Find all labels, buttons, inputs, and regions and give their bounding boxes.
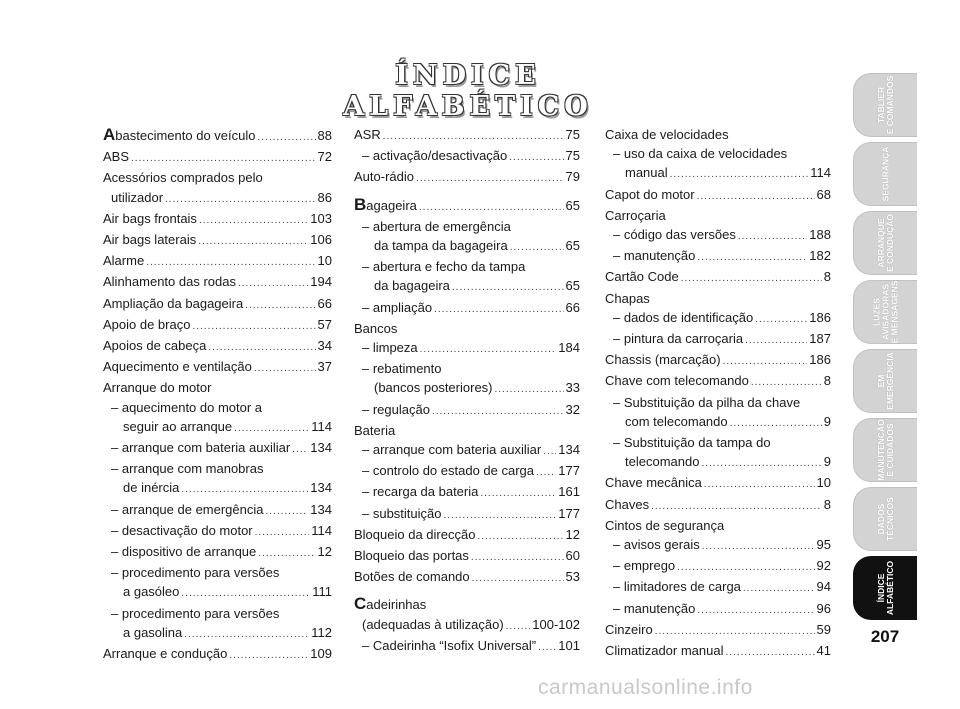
entry-text: a gasolina <box>123 624 183 640</box>
entry-text: (bancos posteriores) <box>374 380 493 396</box>
entry-text: – arranque de emergência <box>111 500 264 519</box>
index-entry <box>103 357 332 378</box>
entry-page: 182 <box>809 248 831 264</box>
entry-text: da bagageira <box>374 278 450 294</box>
index-entry <box>605 350 831 371</box>
entry-text: – ampliação <box>362 298 432 317</box>
entry-text: Apoio de braço <box>103 316 191 332</box>
index-entry <box>354 461 580 482</box>
entry-text: utilizador <box>111 189 164 205</box>
index-entry <box>103 500 332 521</box>
entry-text: – dispositivo de arranque <box>111 542 256 561</box>
index-entry <box>605 556 831 577</box>
entry-page: 8 <box>823 269 831 285</box>
entry-text: – substituição <box>362 504 442 523</box>
index-entry <box>103 147 332 168</box>
entry-text: com telecomando <box>625 413 728 429</box>
tab-luzes-avisadoras[interactable] <box>853 280 917 344</box>
index-entry <box>354 298 580 319</box>
entry-text: – aquecimento do motor a <box>103 398 332 417</box>
index-entry <box>103 644 332 665</box>
entry-page: 10 <box>816 475 831 491</box>
entry-text: seguir ao arranque <box>123 418 233 434</box>
entry-text: Chapas <box>605 290 650 306</box>
index-entry <box>103 294 332 315</box>
index-entry <box>605 535 831 556</box>
index-entry <box>605 267 831 288</box>
tab-label: LUZES AVISADORAS E MENSAGENS <box>871 280 899 344</box>
entry-page: 68 <box>816 186 831 202</box>
entry-text: Carroçaria <box>605 207 666 223</box>
index-entry <box>354 236 580 257</box>
entry-text: Air bags frontais <box>103 210 197 226</box>
tab-seguranca[interactable] <box>853 142 917 206</box>
index-column-2 <box>354 125 580 657</box>
entry-text: – recarga da bateria <box>362 482 478 501</box>
entry-text: Capot do motor <box>605 186 695 202</box>
index-entry <box>103 582 332 603</box>
entry-text: – limpeza <box>362 338 418 357</box>
index-entry <box>354 636 580 657</box>
entry-page: 114 <box>810 165 831 181</box>
entry-page: 75 <box>565 148 580 164</box>
entry-text: ABS <box>103 149 130 165</box>
entry-page: 65 <box>565 197 580 213</box>
entry-page: 114 <box>311 522 332 538</box>
tab-label: DADOS TÉCNICOS <box>875 497 895 541</box>
entry-page: 9 <box>823 413 831 429</box>
page-number: 207 <box>870 627 900 646</box>
entry-text: – Cadeirinha “Isofix Universal” <box>362 636 536 655</box>
index-entry <box>605 225 831 246</box>
tab-dados-tecnicos[interactable] <box>853 487 917 551</box>
entry-text: Aquecimento e ventilação <box>103 359 252 375</box>
tab-label: EM EMERGÊNCIA <box>875 352 895 410</box>
entry-page: 103 <box>310 210 332 226</box>
entry-text: – arranque com manobras <box>103 459 332 478</box>
tab-indice-alfabetico[interactable] <box>853 556 917 620</box>
entry-text: da tampa da bagageira <box>374 238 508 254</box>
entry-page: 194 <box>310 274 332 290</box>
entry-text: Climatizador manual <box>605 643 724 659</box>
entry-page: 187 <box>809 331 831 347</box>
entry-text: Caixa de velocidades <box>605 127 729 142</box>
index-entry <box>354 167 580 188</box>
index-entry <box>103 417 332 438</box>
entry-text: a gasóleo <box>123 584 180 600</box>
index-entry <box>354 594 580 614</box>
entry-text: – procedimento para versões <box>103 563 332 582</box>
entry-page: 8 <box>823 373 831 389</box>
entry-text: Cartão Code <box>605 269 679 285</box>
index-entry <box>354 440 580 461</box>
entry-text: (adequadas à utilização) <box>362 616 504 632</box>
index-entry <box>605 641 831 662</box>
entry-page: 134 <box>310 501 332 517</box>
tab-arranque-e-conducao[interactable] <box>853 211 917 275</box>
index-entry <box>354 504 580 525</box>
index-entry <box>354 125 580 146</box>
entry-text: Auto-rádio <box>354 169 414 185</box>
entry-page: 41 <box>816 643 831 659</box>
index-column-3 <box>605 125 831 662</box>
entry-page: 177 <box>558 505 580 521</box>
entry-text: – emprego <box>613 556 675 575</box>
section-initial: A <box>103 125 116 144</box>
index-entry <box>605 308 831 329</box>
entry-page: 8 <box>823 496 831 512</box>
entry-text: – Substituição da tampa do <box>605 433 831 452</box>
tab-label: ÍNDICE ALFABÉTICO <box>875 560 895 616</box>
index-entry <box>354 400 580 421</box>
entry-page: 134 <box>310 440 332 456</box>
index-entry <box>354 146 580 167</box>
index-entry <box>605 163 831 184</box>
index-entry <box>103 315 332 336</box>
index-entry <box>103 478 332 499</box>
index-entry <box>605 329 831 350</box>
entry-page: 94 <box>816 579 831 595</box>
entry-page: 184 <box>558 340 580 356</box>
entry-text: Cintos de segurança <box>605 517 725 533</box>
entry-text: – arranque com bateria auxiliar <box>362 440 541 459</box>
entry-page: 65 <box>565 278 580 294</box>
entry-page: 177 <box>558 463 580 479</box>
entry-text: Chassis (marcação) <box>605 352 721 368</box>
entry-page: 12 <box>565 526 580 542</box>
entry-text: ASR <box>354 127 381 142</box>
index-entry <box>605 371 831 392</box>
entry-text: adeirinhas <box>366 597 427 613</box>
entry-text: – controlo do estado de carga <box>362 461 534 480</box>
entry-page: 92 <box>816 558 831 574</box>
entry-text: Chave mecânica <box>605 475 702 491</box>
entry-page: 101 <box>558 637 580 653</box>
entry-page: 134 <box>310 480 332 496</box>
entry-page: 66 <box>565 299 580 315</box>
section-tabs <box>853 73 917 625</box>
index-entry <box>103 125 332 147</box>
index-entry <box>605 599 831 620</box>
entry-text: Arranque do motor <box>103 380 212 396</box>
tab-manutencao-e-cuidados[interactable] <box>853 418 917 482</box>
entry-page: 88 <box>317 128 332 143</box>
page-title: ÍNDICE ALFABÉTICO <box>343 60 593 122</box>
entry-text: – Substituição da pilha da chave <box>605 393 831 412</box>
entry-page: 186 <box>809 352 831 368</box>
entry-page: 57 <box>317 316 332 332</box>
entry-page: 10 <box>317 253 332 269</box>
entry-page: 111 <box>312 584 332 600</box>
tab-label: TABLIER E COMANDOS <box>875 75 895 135</box>
entry-page: 86 <box>317 189 332 205</box>
entry-page: 32 <box>565 401 580 417</box>
entry-text: Cinzeiro <box>605 621 653 637</box>
index-entry <box>103 209 332 230</box>
entry-page: 33 <box>565 380 580 396</box>
entry-text: – regulação <box>362 400 430 419</box>
entry-text: Botões de comando <box>354 569 470 585</box>
index-entry <box>354 482 580 503</box>
index-entry <box>605 577 831 598</box>
entry-text: Bancos <box>354 320 398 336</box>
entry-page: 59 <box>816 621 831 637</box>
entry-text: de inércia <box>123 480 180 496</box>
entry-text: Alinhamento das rodas <box>103 274 236 290</box>
tab-label: MANUTENÇÃO E CUIDADOS <box>875 419 895 481</box>
entry-page: 100-102 <box>532 616 580 632</box>
index-entry <box>605 495 831 516</box>
entry-text: – manutenção <box>613 599 695 618</box>
index-entry <box>354 276 580 297</box>
index-entry <box>103 521 332 542</box>
entry-page: 161 <box>558 484 580 500</box>
entry-page: 186 <box>809 309 831 325</box>
entry-page: 75 <box>565 127 580 142</box>
entry-page: 188 <box>809 227 831 243</box>
entry-text: – arranque com bateria auxiliar <box>111 438 290 457</box>
entry-page: 37 <box>317 359 332 375</box>
index-entry <box>605 473 831 494</box>
entry-text: manual <box>625 165 668 181</box>
entry-text: Bloqueio da direcção <box>354 526 476 542</box>
index-entry <box>103 230 332 251</box>
index-entry <box>103 336 332 357</box>
entry-text: – desactivação do motor <box>111 521 253 540</box>
tab-em-emergencia[interactable] <box>853 349 917 413</box>
index-column-1 <box>103 125 332 665</box>
entry-text: Apoios de cabeça <box>103 338 207 354</box>
watermark: carmanualsonline.info <box>538 676 753 699</box>
entry-page: 12 <box>317 544 332 560</box>
entry-page: 72 <box>317 149 332 165</box>
index-entry <box>103 272 332 293</box>
index-entry <box>354 195 580 217</box>
entry-text: – abertura e fecho da tampa <box>354 257 580 276</box>
entry-page: 66 <box>317 295 332 311</box>
entry-text: – abertura de emergência <box>354 217 580 236</box>
entry-page: 96 <box>816 600 831 616</box>
index-entry <box>605 452 831 473</box>
entry-page: 114 <box>311 418 332 434</box>
entry-text: – uso da caixa de velocidades <box>605 144 831 163</box>
tab-label: ARRANQUE E CONDUÇÃO <box>875 213 895 273</box>
entry-page: 95 <box>816 537 831 553</box>
section-initial: C <box>354 594 367 614</box>
entry-text: Arranque e condução <box>103 646 228 662</box>
entry-page: 9 <box>823 454 831 470</box>
index-entry <box>605 185 831 206</box>
section-initial: B <box>354 194 367 214</box>
index-entry <box>354 567 580 588</box>
entry-text: – activação/desactivação <box>362 146 507 165</box>
index-entry <box>605 620 831 641</box>
index-entry <box>605 412 831 433</box>
entry-text: – rebatimento <box>354 359 580 378</box>
entry-text: Alarme <box>103 253 145 269</box>
index-entry <box>354 378 580 399</box>
index-entry <box>103 623 332 644</box>
entry-page: 106 <box>310 232 332 248</box>
entry-text: – limitadores de carga <box>613 577 741 596</box>
entry-text: Bateria <box>354 422 396 438</box>
entry-text: agageira <box>366 197 417 213</box>
entry-page: 65 <box>565 238 580 254</box>
index-entry <box>103 188 332 209</box>
index-entry <box>103 542 332 563</box>
entry-text: Chaves <box>605 496 650 512</box>
entry-text: Bloqueio das portas <box>354 548 469 564</box>
tab-tablier-e-comandos[interactable] <box>853 73 917 137</box>
entry-text: – manutenção <box>613 246 695 265</box>
tab-label: SEGURANÇA <box>880 146 890 202</box>
index-entry <box>103 251 332 272</box>
entry-text: – dados de identificação <box>613 308 753 327</box>
index-entry <box>354 525 580 546</box>
index-entry <box>605 246 831 267</box>
entry-text: Air bags laterais <box>103 232 197 248</box>
entry-page: 34 <box>317 338 332 354</box>
entry-page: 79 <box>565 169 580 185</box>
entry-page: 53 <box>565 569 580 585</box>
index-entry <box>354 546 580 567</box>
entry-text: – avisos gerais <box>613 535 700 554</box>
entry-text: – código das versões <box>613 225 736 244</box>
index-entry <box>103 438 332 459</box>
entry-page: 112 <box>311 624 332 640</box>
index-entry <box>354 338 580 359</box>
entry-text: telecomando <box>625 454 700 470</box>
entry-text: – procedimento para versões <box>103 604 332 623</box>
entry-text: Acessórios comprados pelo <box>103 170 263 186</box>
entry-page: 134 <box>558 442 580 458</box>
entry-text: bastecimento do veículo <box>115 128 256 143</box>
entry-text: Ampliação da bagageira <box>103 295 244 311</box>
entry-text: Chave com telecomando <box>605 373 749 389</box>
entry-text: – pintura da carroçaria <box>613 329 743 348</box>
entry-page: 60 <box>565 548 580 564</box>
index-entry <box>354 615 580 636</box>
entry-page: 109 <box>310 646 332 662</box>
